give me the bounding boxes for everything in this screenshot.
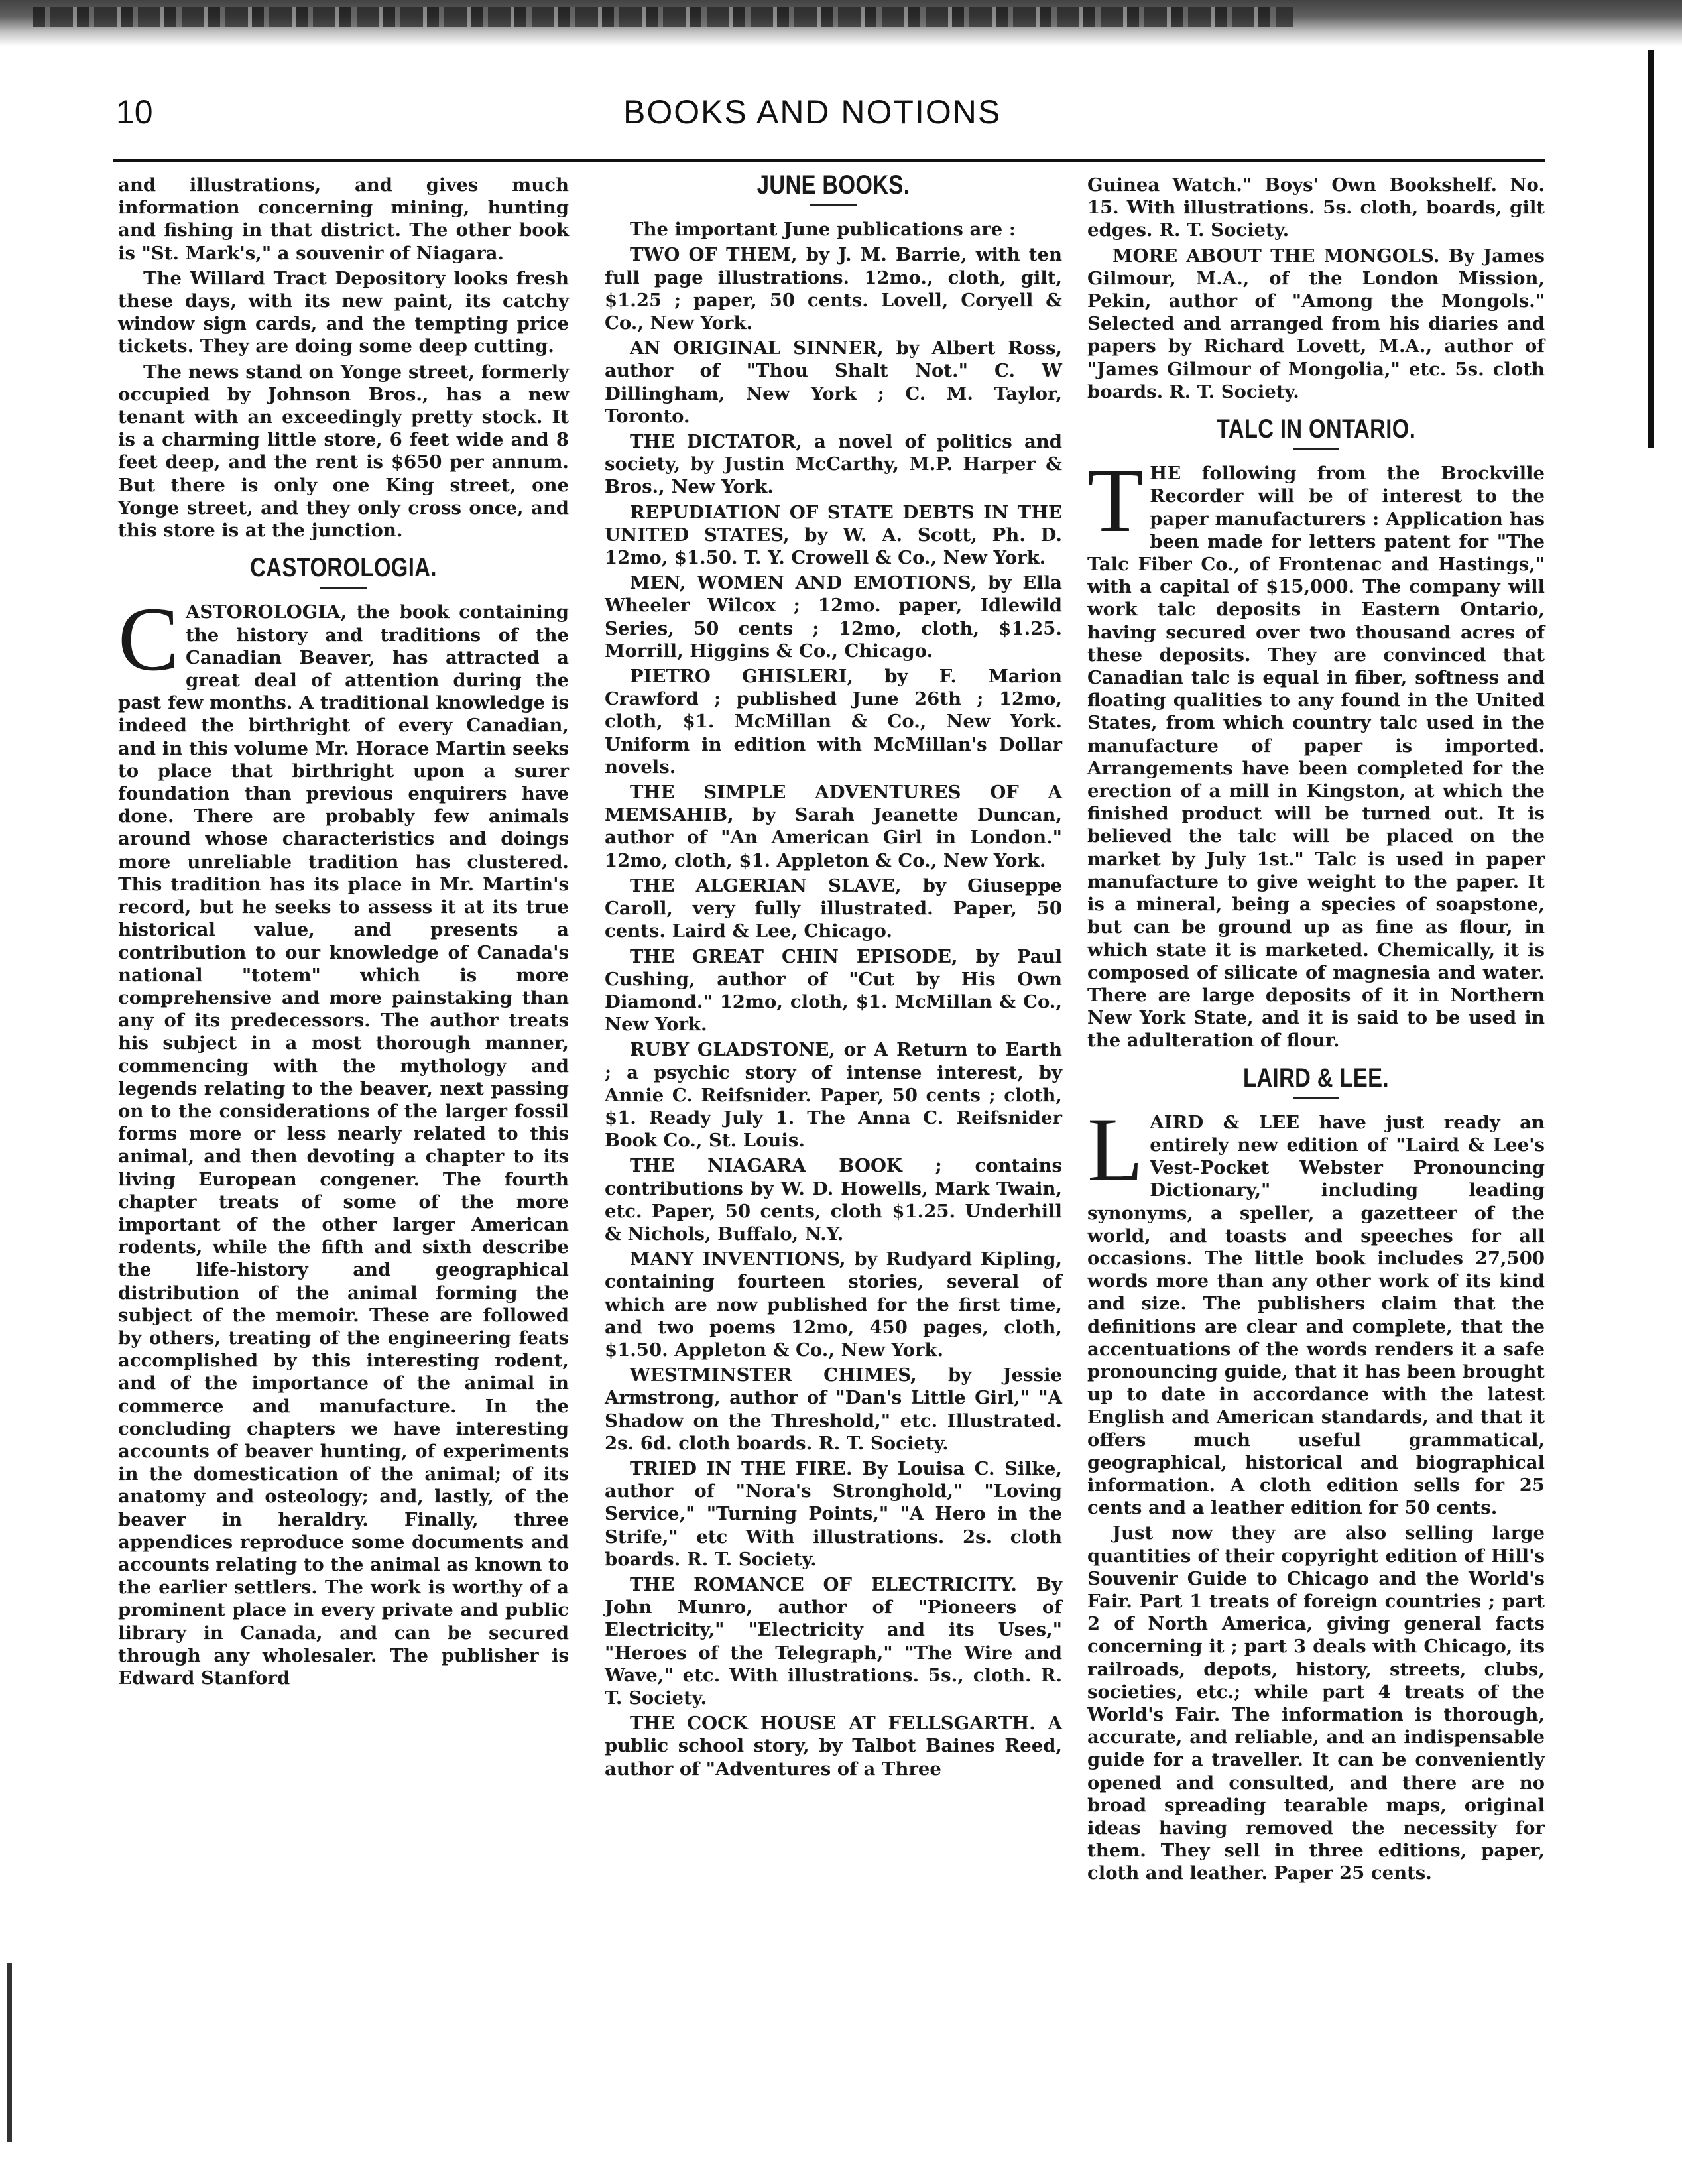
section-heading-june-books: JUNE BOOKS. [756, 170, 910, 200]
paragraph [1087, 450, 1545, 1052]
paragraph: The news stand on Yonge street, formerly occupied by Johnson Bros., has a new tenant with an exceedingly pretty stock. It is a charming little store, 6 feet wide and 8 feet deep, and the rent is $650 per annum. But there is only one King street, one Yonge street, and they only cross once, and this store is at the junction. [118, 361, 569, 542]
paragraph-text: HE following from the Brockville Recorder will be of interest to the paper manufacturers : Application has been made for letters patent for "The Talc Fiber Co., of Frontenac and Hastings," with a capital of $15,000. The company will work talc deposits in Eastern Ontario, having secured over two thousand acres of these deposits. They are convinced that Canadian talc is equal in fiber, softness and floating qualities to any found in the United States, from which country talc used in the manufacture of paper is imported. Arrangements have been completed for the erection of a mill in Kingston, at which the finished product will be turned out. It is believed the talc will be placed on the market by July 1st." Talc is used in paper manufacture to give weight to the paper. It is a mineral, being a species of soapstone, but can be ground up as fine as flour, in which state it is marketed. Chemically, it is composed of silicate of magnesia and water. There are large deposits of it in Northern New York State, and it is said to be used in the adulteration of flour. [1087, 463, 1545, 1052]
book-entry: TWO OF THEM, by J. M. Barrie, with ten full page illustrations. 12mo., cloth, gilt, $1.25 ; paper, 50 cents. Lovell, Coryell & Co., New York. [605, 244, 1062, 334]
book-entry: WESTMINSTER CHIMES, by Jessie Armstrong, author of "Dan's Little Girl," "A Shadow on the Threshold," etc. Illustrated. 2s. 6d. cloth boards. R. T. Society. [605, 1365, 1062, 1454]
book-entry: THE ROMANCE OF ELECTRICITY. By John Munro, author of "Pioneers of Electricity," "Electricity and its Uses," "Heroes of the Telegraph," "The Wire and Wave," etc. With illustrations. 5s., cloth. R. T. Society. [605, 1573, 1062, 1709]
column-2 [605, 170, 1062, 1783]
section-heading-talc-in-ontario: TALC IN ONTARIO. [1216, 414, 1416, 444]
paragraph-text: ASTOROLOGIA, the book containing the history and traditions of the Canadian Beaver, has attracted a great deal of attention during the past few months. A traditional knowledge is indeed the birthright of every Canadian, and in this volume Mr. Horace Martin seeks to place that birthright upon a surer foundation than previous enquirers have done. There are probably few animals around whose characteristics and doings more unreliable tradition has clustered. This tradition has its place in Mr. Martin's record, but he seeks to assess it at its true historical value, and presents a contribution to our knowledge of Canada's national "totem" which is more comprehensive and more painstaking than any of its predecessors. The author treats his subject in a most thorough manner, commencing with the mythology and legends relating to the beaver, next passing on to the considerations of the larger fossil forms more or less nearly related to this animal, and then devoting a chapter to its living European congener. The fourth chapter treats of some of the more important of the other larger American rodents, while the fifth and sixth describe the life-history and geographical distribution of the animal forming the subject of the memoir. These are followed by others, treating of the engineering feats accomplished by this interesting rodent, and of the importance of the animal in commerce and manufacture. In the concluding chapters we have interesting accounts of beaver hunting, of experiments in the domestication of the animal; of its anatomy and osteology; and, lastly, of the beaver in heraldry. Finally, three appendices reproduce some documents and accounts relating to the animal as known to the earlier settlers. The work is worthy of a prominent place in every private and public library in Canada, and can be secured through any wholesaler. The publisher is Edward Stanford [118, 601, 569, 1689]
book-entry: THE GREAT CHIN EPISODE, by Paul Cushing, author of "Cut by His Own Diamond." 12mo, cloth, $1. McMillan & Co., New York. [605, 945, 1062, 1036]
book-entry: THE DICTATOR, a novel of politics and society, by Justin McCarthy, M.P. Harper & Bros., New York. [605, 431, 1062, 498]
page-number: 10 [116, 93, 153, 131]
book-entry: MEN, WOMEN AND EMOTIONS, by Ella Wheeler Wilcox ; 12mo. paper, Idlewild Series, 50 cents ; 12mo, cloth, $1.25. Morrill, Higgins & Co., Chicago. [605, 572, 1062, 662]
book-entry: THE COCK HOUSE AT FELLSGARTH. A public school story, by Talbot Baines Reed, author of "Adventures of a Three [605, 1713, 1062, 1780]
paragraph: Just now they are also selling large quantities of their copyright edition of Hill's Souvenir Guide to Chicago and the World's Fair. Part 1 treats of foreign countries ; part 2 of North America, giving general facts concerning it ; part 3 deals with Chicago, its railroads, depots, history, streets, clubs, societies, etc.; while part 4 treats of the World's Fair. The information is thorough, accurate, and reliable, and an indispensable guide for a traveller. It can be conveniently opened and consulted, and there are no broad spreading tearable maps, original ideas having removed the necessity for them. They sell in three editions, paper, cloth and leather. Paper 25 cents. [1087, 1522, 1545, 1884]
book-entry: Guinea Watch." Boys' Own Bookshelf. No. 15. With illustrations. 5s. cloth, boards, gilt edges. R. T. Society. [1087, 174, 1545, 241]
drop-cap: C [118, 588, 180, 690]
book-entry: MORE ABOUT THE MONGOLS. By James Gilmour, M.A., of the London Mission, Pekin, author of "Among the Mongols." Selected and arranged from his diaries and papers by Richard Lovett, M.A., author of "James Gilmour of Mongolia," etc. 5s. cloth boards. R. T. Society. [1087, 245, 1545, 402]
paragraph [1087, 1098, 1545, 1520]
paragraph: The important June publications are : [630, 219, 1016, 241]
book-entry: AN ORIGINAL SINNER, by Albert Ross, author of "Thou Shalt Not." C. W Dillingham, New York ; C. M. Taylor, Toronto. [605, 337, 1062, 427]
book-entry: THE NIAGARA BOOK ; contains contributions by W. D. Howells, Mark Twain, etc. Paper, 50 cents, cloth $1.25. Underhill & Nichols, Buffalo, N.Y. [605, 1155, 1062, 1244]
scan-right-edge-mark [1648, 50, 1654, 448]
paragraph: The Willard Tract Depository looks fresh these days, with its new paint, its catchy window sign cards, and the tempting price tickets. They are doing some deep cutting. [118, 267, 569, 357]
book-entry: PIETRO GHISLERI, by F. Marion Crawford ; published June 26th ; 12mo, cloth, $1. McMillan & Co., New York. Uniform in edition with McMillan's Dollar novels. [605, 666, 1062, 778]
section-heading-castorologia: CASTOROLOGIA. [250, 553, 437, 583]
book-entry: REPUDIATION OF STATE DEBTS IN THE UNITED STATES, by W. A. Scott, Ph. D. 12mo, $1.50. T. Y. Crowell & Co., New York. [605, 501, 1062, 569]
heading-rule [1293, 448, 1339, 450]
paragraph-text: AIRD & LEE have just ready an entirely new edition of "Laird & Lee's Vest-Pocket Webster Pronouncing Dictionary," including leading synonyms, a speller, a gazetteer of the world, and toasts and speeches for all occasions. The little book includes 27,500 words more than any other work of its kind and size. The publishers claim that the definitions are clear and complete, that the accentuations of the words renders it a safe pronouncing guide, that it has been brought up to date in accordance with the latest English and American standards, and that it offers much useful grammatical, geographical, historical and biographical information. A cloth edition sells for 25 cents and a leather edition for 50 cents. [1087, 1111, 1545, 1519]
column-1 [118, 174, 569, 1692]
paragraph: and illustrations, and gives much information concerning mining, hunting and fishing in that district. The other book is "St. Mark's," a souvenir of Niagara. [118, 174, 569, 264]
section-heading-laird-and-lee: LAIRD & LEE. [1243, 1063, 1389, 1093]
book-entry: MANY INVENTIONS, by Rudyard Kipling, containing fourteen stories, several of which are now published for the first time, and two poems 12mo, 450 pages, cloth, $1.50. Appleton & Co., New York. [605, 1248, 1062, 1361]
book-entry: THE ALGERIAN SLAVE, by Giuseppe Caroll, very fully illustrated. Paper, 50 cents. Laird & Lee, Chicago. [605, 875, 1062, 942]
scan-left-edge-mark [7, 1963, 12, 2142]
book-entry: THE SIMPLE ADVENTURES OF A MEMSAHIB, by Sarah Jeanette Duncan, author of "An American Girl in London." 12mo, cloth, $1. Appleton & Co., New York. [605, 782, 1062, 871]
book-entry: RUBY GLADSTONE, or A Return to Earth ; a psychic story of intense interest, by Annie C. Reifsnider. Paper, 50 cents ; cloth, $1. Ready July 1. The Anna C. Reifsnider Book Co., St. Louis. [605, 1039, 1062, 1152]
header-rule [113, 159, 1545, 162]
drop-cap: T [1087, 450, 1144, 552]
heading-rule [320, 587, 367, 589]
column-3 [1087, 174, 1545, 1888]
book-entry: TRIED IN THE FIRE. By Louisa C. Silke, author of "Nora's Stronghold," "Loving Service," "Turning Points," "A Hero in the Strife," etc With illustrations. 2s. cloth boards. R. T. Society. [605, 1457, 1062, 1570]
paragraph [118, 588, 569, 1689]
scan-top-noise [33, 7, 1293, 27]
drop-cap: L [1087, 1098, 1144, 1200]
heading-rule [810, 204, 857, 206]
running-head: BOOKS AND NOTIONS [623, 93, 1002, 131]
heading-rule [1293, 1097, 1339, 1099]
